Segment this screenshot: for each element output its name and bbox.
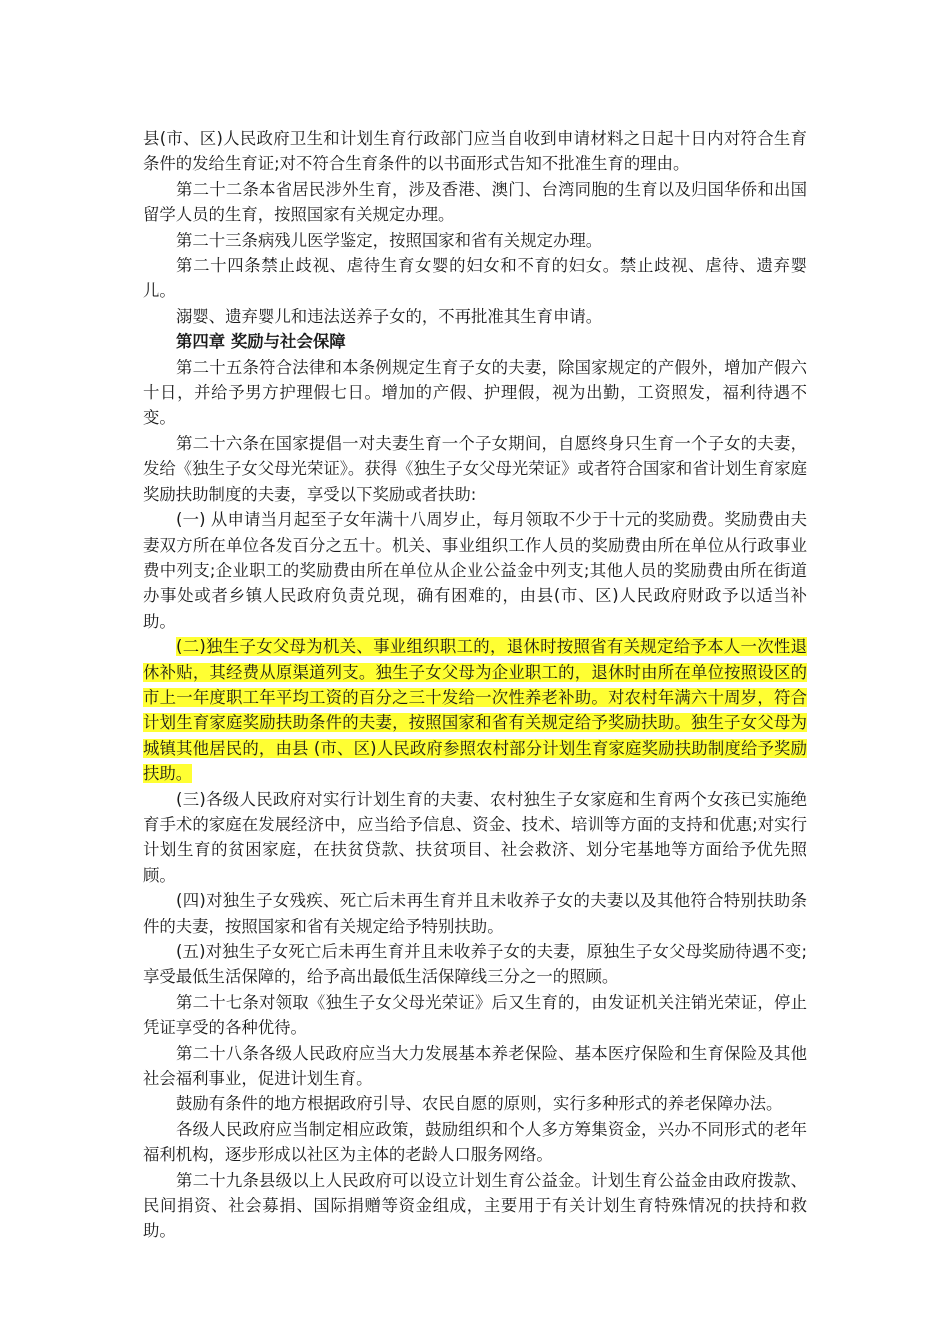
paragraph-article-23: 第二十三条病残儿医学鉴定，按照国家和省有关规定办理。: [176, 230, 603, 250]
paragraph-article-28-cont-1: 鼓励有条件的地方根据政府引导、农民自愿的原则，实行多种形式的养老保障办法。: [176, 1094, 783, 1114]
paragraph-article-29: 第二十九条县级以上人民政府可以设立计划生育公益金。计划生育公益金由政府拨款、民间捐资、社会募捐、国际捐赠等资金组成，主要用于有关计划生育特殊情况的扶持和救助。: [143, 1170, 807, 1241]
paragraph-item-5: (五)对独生子女死亡后未再生育并且未收养子女的夫妻，原独生子女父母奖励待遇不变;享受最低生活保障的，给予高出最低生活保障线三分之一的照顾。: [143, 942, 807, 987]
paragraph-item-2-highlighted: [143, 634, 807, 786]
paragraph-article-27: 第二十七条对领取《独生子女父母光荣证》后又生育的，由发证机关注销光荣证，停止凭证享受的各种优待。: [143, 992, 807, 1038]
paragraph-article-22: 第二十二条本省居民涉外生育，涉及香港、澳门、台湾同胞的生育以及归国华侨和出国留学人员的生育，按照国家有关规定办理。: [143, 179, 807, 225]
paragraph-item-1: (一) 从申请当月起至子女年满十八周岁止，每月领取不少于十元的奖励费。奖励费由夫妻双方所在单位各发百分之五十。机关、事业组织工作人员的奖励费由所在单位从行政事业费中列支;企业职工的奖励费由所在单位从企业公益金中列支;其他人员的奖励费由所在街道办事处或者乡镇人民政府负责兑现，确有困难的，由县(市、区)人民政府财政予以适当补助。: [143, 510, 807, 631]
paragraph-item-4: (四)对独生子女残疾、死亡后未再生育并且未收养子女的夫妻以及其他符合特别扶助条件的夫妻，按照国家和省有关规定给予特别扶助。: [143, 891, 807, 936]
paragraph-article-26: 第二十六条在国家提倡一对夫妻生育一个子女期间，自愿终身只生育一个子女的夫妻，发给《独生子女父母光荣证》。获得《独生子女父母光荣证》或者符合国家和省计划生育家庭奖励扶助制度的夫妻，享受以下奖励或者扶助:: [143, 433, 807, 504]
chapter-heading: 第四章 奖励与社会保障: [176, 332, 346, 352]
paragraph-approval-procedure: 县(市、区)人民政府卫生和计划生育行政部门应当自收到申请材料之日起十日内对符合生育条件的发给生育证;对不符合生育条件的以书面形式告知不批准生育的理由。: [143, 129, 807, 174]
paragraph-article-24: 第二十四条禁止歧视、虐待生育女婴的妇女和不育的妇女。禁止歧视、虐待、遗弃婴儿。: [143, 256, 807, 301]
document-page: [143, 126, 807, 1244]
paragraph-item-3: (三)各级人民政府对实行计划生育的夫妻、农村独生子女家庭和生育两个女孩已实施绝育手术的家庭在发展经济中，应当给予信息、资金、技术、培训等方面的支持和优惠;对实行计划生育的贫困家庭，在扶贫贷款、扶贫项目、社会救济、划分宅基地等方面给予优先照顾。: [143, 789, 807, 885]
paragraph-article-28-cont-2: 各级人民政府应当制定相应政策，鼓励组织和个人多方筹集资金，兴办不同形式的老年福利机构，逐步形成以社区为主体的老龄人口服务网络。: [143, 1119, 807, 1165]
highlighted-text: (二)独生子女父母为机关、事业组织职工的，退休时按照省有关规定给予本人一次性退休补贴，其经费从原渠道列支。独生子女父母为企业职工的，退休时由所在单位按照设区的市上一年度职工年平均工资的百分之三十发给一次性养老补助。对农村年满六十周岁，符合计划生育家庭奖励扶助条件的夫妻，按照国家和省有关规定给予奖励扶助。独生子女父母为城镇其他居民的，由县 (市、区)人民政府参照农村部分计划生育家庭奖励扶助制度给予奖励扶助。: [143, 637, 807, 784]
paragraph-article-24-cont: 溺婴、遗弃婴儿和违法送养子女的，不再批准其生育申请。: [176, 306, 603, 326]
paragraph-article-25: 第二十五条符合法律和本条例规定生育子女的夫妻，除国家规定的产假外，增加产假六十日，并给予男方护理假七日。增加的产假、护理假，视为出勤，工资照发，福利待遇不变。: [143, 357, 807, 428]
paragraph-article-28: 第二十八条各级人民政府应当大力发展基本养老保险、基本医疗保险和生育保险及其他社会福利事业，促进计划生育。: [143, 1043, 807, 1089]
